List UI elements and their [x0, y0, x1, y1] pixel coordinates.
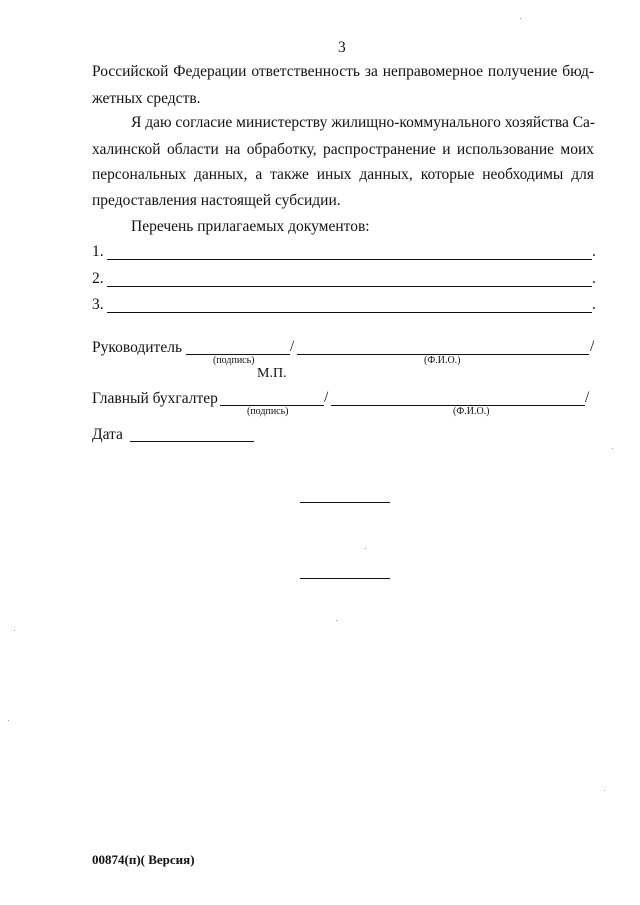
paragraph-2-line-4: предоставления настоящей субсидии.	[92, 192, 341, 209]
date-line[interactable]	[130, 441, 254, 442]
document-item-number: 2.	[92, 270, 104, 287]
separator-line-top	[300, 502, 390, 503]
document-item-line[interactable]	[107, 312, 592, 313]
document-item-end: .	[592, 296, 596, 313]
paragraph-1-line-2: жетных средств.	[92, 90, 201, 107]
document-item-end: .	[592, 270, 596, 287]
page-number: 3	[338, 39, 346, 56]
director-name-caption: (Ф.И.О.)	[424, 355, 461, 366]
accountant-slash-end: /	[585, 389, 590, 406]
scan-speck	[14, 630, 15, 631]
accountant-signature-caption: (подпись)	[247, 406, 289, 417]
scan-speck	[365, 548, 366, 549]
separator-line-bottom	[300, 578, 390, 579]
document-item-number: 3.	[92, 296, 104, 313]
paragraph-2-line-3: персональных данных, а также иных данных, которые необходимы для	[92, 166, 594, 183]
documents-heading: Перечень прилагаемых документов:	[131, 218, 370, 235]
accountant-name-caption: (Ф.И.О.)	[453, 406, 490, 417]
footer-code: 00874(п)( Версия)	[92, 852, 195, 867]
director-slash-end: /	[590, 338, 595, 355]
stamp-label: М.П.	[257, 366, 287, 381]
director-slash: /	[290, 338, 295, 355]
director-label: Руководитель	[92, 339, 183, 356]
scan-speck	[8, 720, 9, 721]
document-item-number: 1.	[92, 243, 104, 260]
director-signature-caption: (подпись)	[213, 355, 255, 366]
accountant-slash: /	[324, 389, 329, 406]
document-item-line[interactable]	[107, 259, 592, 260]
scan-speck	[604, 790, 605, 791]
accountant-label: Главный бухгалтер	[92, 390, 218, 407]
document-item-end: .	[592, 243, 596, 260]
scan-speck	[520, 18, 521, 19]
document-item-line[interactable]	[107, 286, 592, 287]
date-label: Дата	[92, 426, 123, 443]
paragraph-2-line-2: халинской области на обработку, распространение и использование моих	[92, 141, 594, 158]
paragraph-1-line-1: Российской Федерации ответственность за неправомерное получение бюд-	[92, 63, 594, 80]
paragraph-2-line-1: Я даю согласие министерству жилищно-коммунального хозяйства Са-	[131, 114, 596, 131]
scan-speck	[612, 448, 613, 449]
scan-speck	[336, 620, 337, 621]
